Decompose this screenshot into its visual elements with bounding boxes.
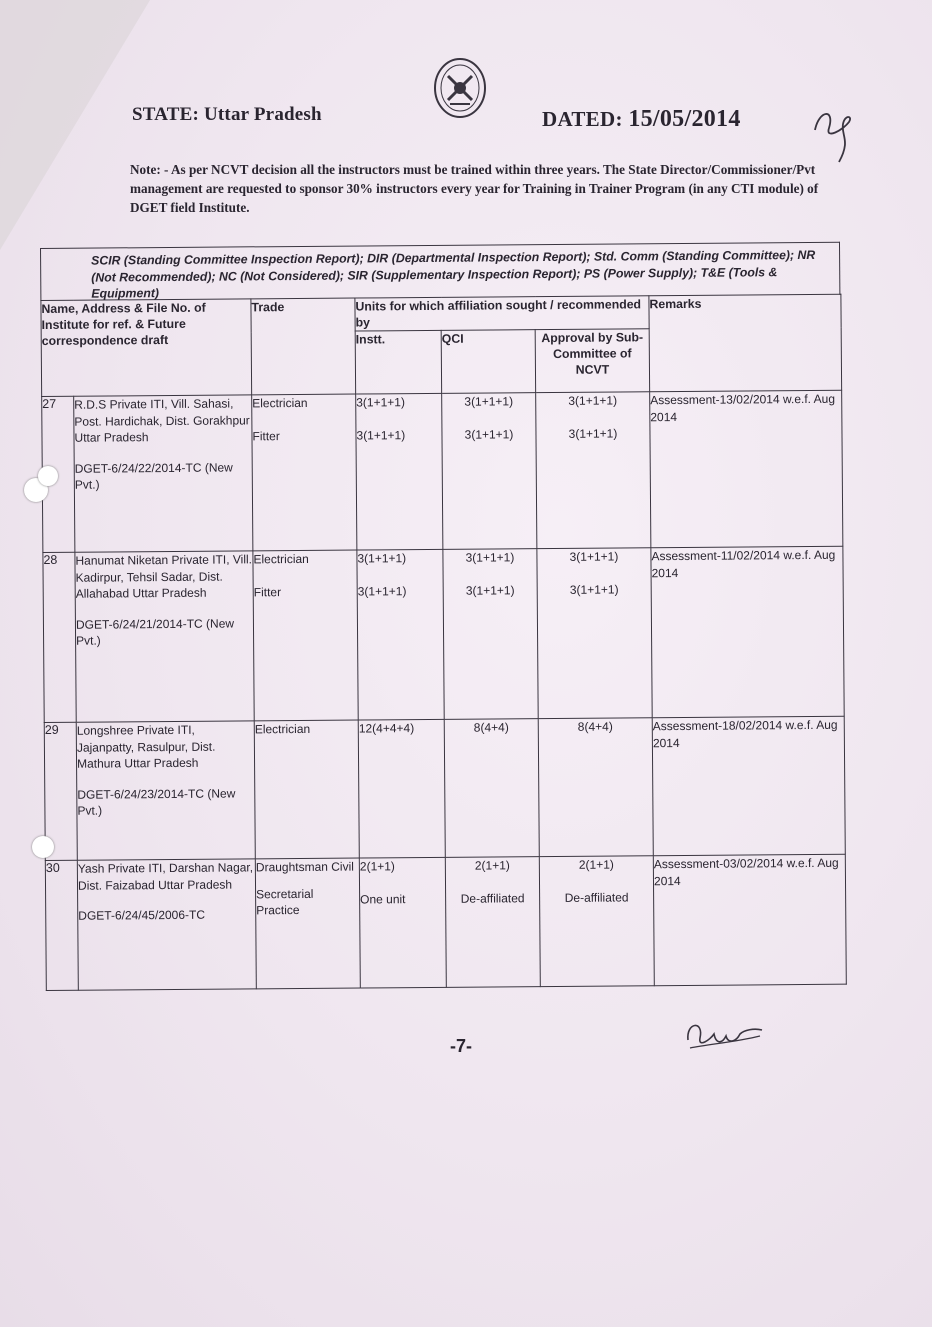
instt-units-1: 3(1+1+1)	[357, 551, 407, 566]
row-number: 29	[44, 722, 77, 860]
dated-heading	[542, 106, 741, 133]
qci-units-1: 3(1+1+1)	[464, 394, 514, 409]
approval-units-2: De-affiliated	[564, 890, 629, 905]
instt-units-2: One unit	[360, 892, 406, 907]
approval-cell	[538, 718, 653, 857]
remarks-cell: Assessment-03/02/2014 w.e.f. Aug 2014	[653, 854, 846, 986]
row-number: 27	[42, 396, 75, 552]
page-number: -7-	[450, 1036, 472, 1056]
header-trade: Trade	[251, 298, 356, 395]
qci-units-2: De-affiliated	[460, 891, 525, 906]
trade-2: Fitter	[253, 584, 282, 599]
institute-cell	[77, 859, 256, 990]
trade-1: Electrician	[253, 551, 309, 567]
institute-file-no: DGET-6/24/21/2014-TC (New Pvt.)	[75, 615, 235, 648]
instt-units-1: 3(1+1+1)	[356, 395, 405, 410]
table-row	[45, 854, 846, 990]
instt-cell	[358, 719, 445, 858]
instt-units-2: 3(1+1+1)	[356, 428, 406, 443]
institute-file-no: DGET-6/24/22/2014-TC (New Pvt.)	[74, 459, 233, 492]
qci-units-2: 3(1+1+1)	[464, 427, 514, 442]
approval-units-1: 8(4+4)	[577, 719, 613, 734]
instt-units-1: 2(1+1)	[359, 859, 395, 874]
note-paragraph: Note: - As per NCVT decision all the instructors must be trained within three years. The State Director/Commissioner/Pvt management are requested to sponsor 30% instructors every year for Training in Trainer Program (in any CTI module) of DGET field Institute.	[130, 162, 819, 215]
institute-address: Yash Private ITI, Darshan Nagar, Dist. Faizabad Uttar Pradesh	[77, 860, 254, 893]
legend-box	[40, 242, 840, 301]
dated-label: DATED:	[542, 107, 623, 131]
qci-units-1: 2(1+1)	[474, 858, 510, 873]
table-row	[44, 716, 845, 860]
remarks-cell: Assessment-13/02/2014 w.e.f. Aug 2014	[650, 390, 843, 548]
trade-2: Secretarial Practice	[256, 886, 314, 918]
approval-units-1: 3(1+1+1)	[569, 549, 619, 564]
table-row	[43, 546, 844, 722]
remarks-cell: Assessment-11/02/2014 w.e.f. Aug 2014	[651, 546, 844, 718]
trade-1: Electrician	[252, 395, 308, 411]
table-header-row	[41, 294, 841, 333]
institute-address: Longshree Private ITI, Jajanpatty, Rasulpur, Dist. Mathura Uttar Pradesh	[76, 722, 216, 771]
table-row	[42, 390, 843, 552]
institute-cell	[75, 551, 254, 722]
institute-cell	[76, 721, 255, 860]
trade-cell	[255, 858, 360, 989]
emblem-icon	[432, 56, 488, 120]
trade-cell	[252, 394, 357, 551]
trade-2: Fitter	[252, 428, 280, 443]
trade-cell	[254, 720, 359, 859]
approval-cell	[537, 548, 652, 719]
approval-units-2: 3(1+1+1)	[569, 582, 619, 597]
affiliation-table	[40, 294, 846, 991]
qci-units-2: 3(1+1+1)	[465, 583, 515, 598]
row-number: 30	[45, 860, 78, 990]
signature-icon	[680, 1010, 770, 1060]
qci-units-1: 3(1+1+1)	[465, 550, 515, 565]
trade-cell	[253, 550, 358, 721]
approval-cell	[536, 392, 651, 549]
legend-text: SCIR (Standing Committee Inspection Report); DIR (Departmental Inspection Report); Std. Comm (Standing Committee); NR (Not Recommended); NC (Not Considered); SIR (Supplementary Inspection Report); PS (Power Supply); T&E (Tools & Equipment)	[91, 247, 816, 301]
row-number: 28	[43, 552, 76, 722]
punch-hole	[32, 836, 54, 858]
qci-units-1: 8(4+4)	[473, 720, 509, 735]
instt-cell	[357, 549, 444, 720]
dated-value: 15/05/2014	[628, 106, 741, 132]
qci-cell	[444, 719, 539, 858]
approval-cell	[539, 856, 654, 987]
header-approval: Approval by Sub-Committee of NCVT	[535, 329, 649, 393]
institute-address: R.D.S Private ITI, Vill. Sahasi, Post. Hardichak, Dist. Gorakhpur Uttar Pradesh	[74, 396, 250, 445]
qci-cell	[445, 857, 540, 988]
approval-units-1: 2(1+1)	[578, 857, 614, 872]
institute-cell	[74, 395, 253, 552]
institute-address: Hanumat Niketan Private ITI, Vill. Kadirpur, Tehsil Sadar, Dist. Allahabad Uttar Pradesh	[75, 552, 253, 601]
state-heading: STATE: Uttar Pradesh	[132, 104, 322, 125]
header-qci: QCI	[441, 330, 535, 394]
trade-1: Electrician	[254, 721, 311, 737]
header-units: Units for which affiliation sought / recommended by	[355, 296, 649, 331]
instt-cell	[356, 393, 443, 550]
instt-units-1: 12(4+4+4)	[358, 721, 415, 736]
approval-units-1: 3(1+1+1)	[568, 393, 618, 408]
header-remarks: Remarks	[649, 294, 842, 392]
punch-hole	[38, 466, 58, 486]
header-instt: Instt.	[355, 330, 441, 394]
approval-units-2: 3(1+1+1)	[568, 426, 618, 441]
instt-units-2: 3(1+1+1)	[357, 584, 407, 599]
institute-file-no: DGET-6/24/45/2006-TC	[78, 907, 206, 923]
qci-cell	[443, 549, 538, 720]
header-institute: Name, Address & File No. of Institute for ref. & Future correspondence draft	[41, 299, 252, 397]
affiliation-table-frame	[40, 242, 846, 1008]
qci-cell	[442, 393, 537, 550]
folded-corner	[0, 0, 150, 250]
institute-file-no: DGET-6/24/23/2014-TC (New Pvt.)	[77, 785, 236, 818]
instt-cell	[359, 857, 446, 988]
trade-1: Draughtsman Civil	[255, 859, 354, 875]
remarks-cell: Assessment-18/02/2014 w.e.f. Aug 2014	[652, 716, 845, 856]
